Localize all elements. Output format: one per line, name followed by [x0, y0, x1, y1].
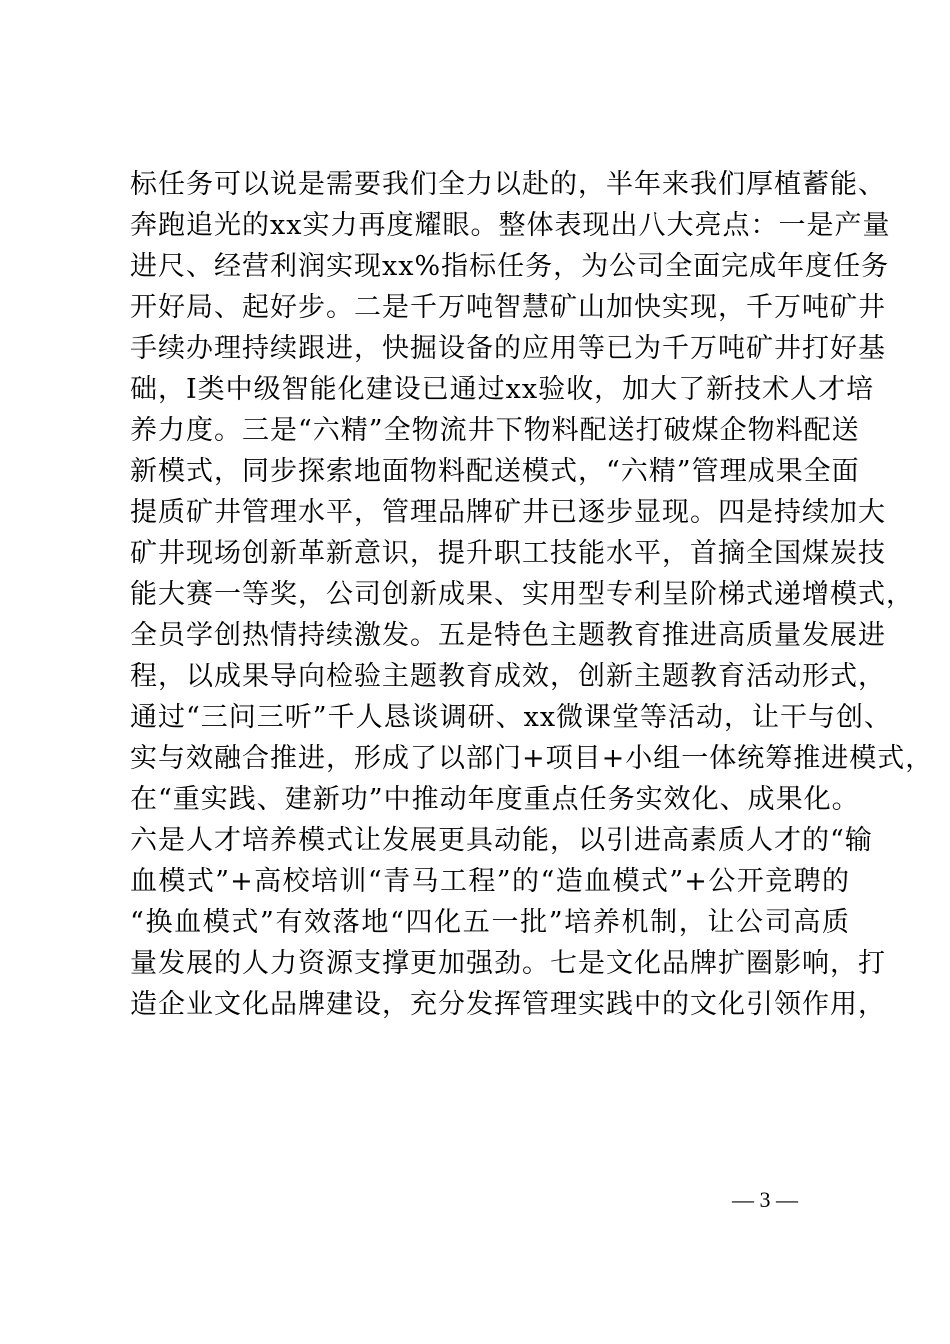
- text-line: 进尺、经营利润实现xx%指标任务，为公司全面完成年度任务: [130, 251, 890, 282]
- text-line: 血模式”+高校培训“青马工程”的“造血模式”+公开竞聘的: [130, 866, 850, 897]
- text-line: “换血模式”有效落地“四化五一批”培养机制，让公司高质: [130, 907, 850, 938]
- text-line: 在“重实践、建新功”中推动年度重点任务实效化、成果化。: [130, 784, 860, 815]
- text-line: 程，以成果导向检验主题教育成效，创新主题教育活动形式，: [130, 661, 886, 692]
- text-line: 量发展的人力资源支撑更加强劲。七是文化品牌扩圈影响，打: [130, 948, 886, 979]
- text-line: 新模式，同步探索地面物料配送模式，“六精”管理成果全面: [130, 456, 860, 487]
- text-line: 实与效融合推进，形成了以部门+项目+小组一体统筹推进模式，: [130, 743, 934, 774]
- text-line: 矿井现场创新革新意识，提升职工技能水平，首摘全国煤炭技: [130, 538, 886, 569]
- text-line: 开好局、起好步。二是千万吨智慧矿山加快实现，千万吨矿井: [130, 292, 886, 323]
- text-line: 造企业文化品牌建设，充分发挥管理实践中的文化引领作用，: [130, 989, 886, 1020]
- text-line: 全员学创热情持续激发。五是特色主题教育推进高质量发展进: [130, 620, 886, 651]
- text-line: 标任务可以说是需要我们全力以赴的，半年来我们厚植蓄能、: [130, 169, 886, 200]
- body-paragraph: [130, 164, 934, 1025]
- text-line: 础，I类中级智能化建设已通过xx验收，加大了新技术人才培: [130, 374, 875, 405]
- text-line: 奔跑追光的xx实力再度耀眼。整体表现出八大亮点：一是产量: [130, 210, 891, 241]
- page-number: — 3 —: [732, 1187, 798, 1212]
- text-line: 通过“三问三听”千人恳谈调研、xx微课堂等活动，让干与创、: [130, 702, 893, 733]
- text-line: 手续办理持续跟进，快掘设备的应用等已为千万吨矿井打好基: [130, 333, 886, 364]
- text-line: 提质矿井管理水平，管理品牌矿井已逐步显现。四是持续加大: [130, 497, 886, 528]
- text-line: 六是人才培养模式让发展更具动能，以引进高素质人才的“输: [130, 825, 873, 856]
- text-line: 养力度。三是“六精”全物流井下物料配送打破煤企物料配送: [130, 415, 860, 446]
- text-line: 能大赛一等奖，公司创新成果、实用型专利呈阶梯式递增模式，: [130, 579, 914, 610]
